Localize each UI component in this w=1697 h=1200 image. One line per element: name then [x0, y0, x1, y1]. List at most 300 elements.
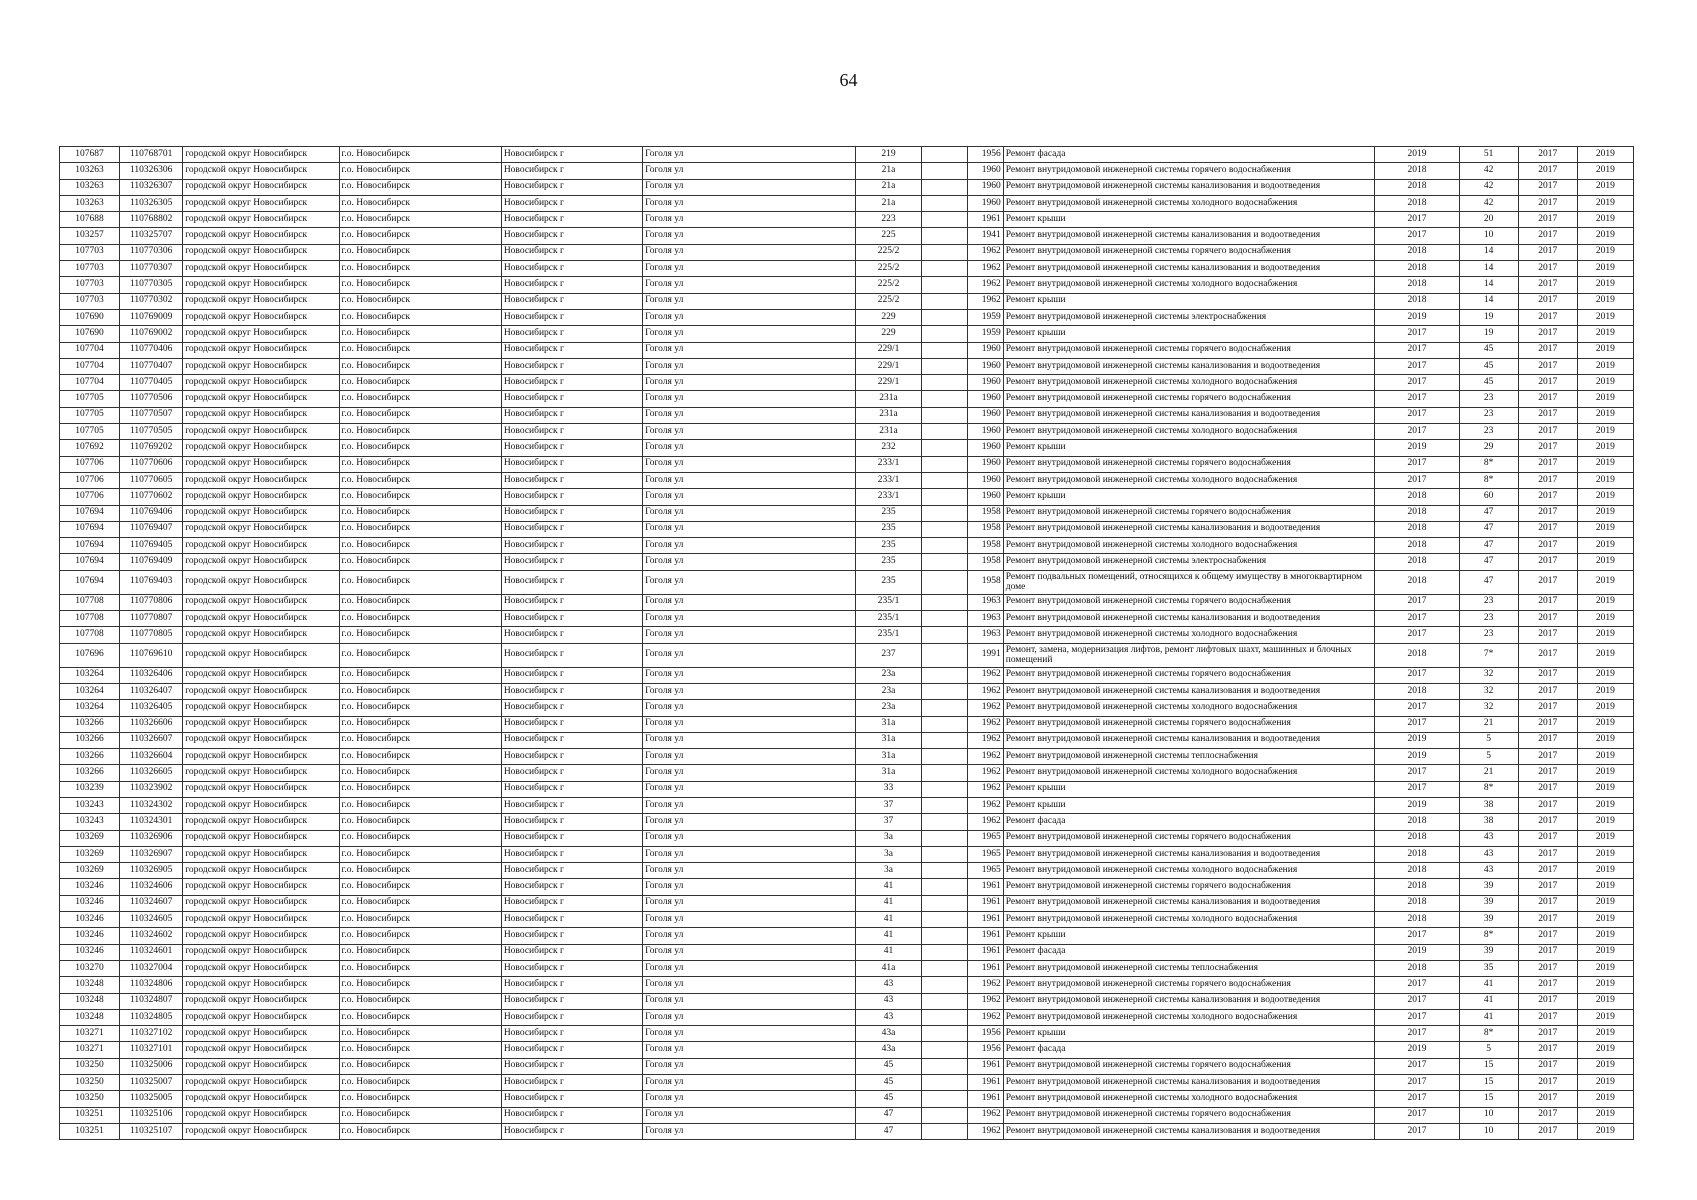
table-cell: 39 — [1459, 944, 1518, 960]
table-cell: городской округ Новосибирск — [183, 342, 339, 358]
table-cell: 2017 — [1375, 627, 1459, 643]
table-cell: 2019 — [1577, 879, 1633, 895]
table-cell: 110326606 — [120, 716, 183, 732]
table-cell: Гоголя ул — [643, 797, 856, 813]
table-cell: городской округ Новосибирск — [183, 1026, 339, 1042]
table-cell: 45 — [856, 1091, 921, 1107]
table-cell: Гоголя ул — [643, 1091, 856, 1107]
table-cell: городской округ Новосибирск — [183, 700, 339, 716]
table-cell — [921, 594, 967, 610]
table-cell: 43 — [1459, 863, 1518, 879]
table-cell: 10 — [1459, 1123, 1518, 1139]
table-cell: 110769610 — [120, 643, 183, 667]
table-cell: 42 — [1459, 179, 1518, 195]
table-cell: 2019 — [1577, 228, 1633, 244]
table-cell: 110326306 — [120, 163, 183, 179]
table-cell: г.о. Новосибирск — [339, 407, 501, 423]
table-cell — [921, 683, 967, 699]
table-cell: г.о. Новосибирск — [339, 594, 501, 610]
table-cell: 2017 — [1518, 1058, 1577, 1074]
table-cell: 1960 — [967, 456, 1003, 472]
table-cell: Гоголя ул — [643, 228, 856, 244]
table-cell: 110770306 — [120, 244, 183, 260]
table-cell: 2017 — [1518, 895, 1577, 911]
table-cell: г.о. Новосибирск — [339, 977, 501, 993]
table-cell: 43 — [856, 993, 921, 1009]
table-cell: Гоголя ул — [643, 611, 856, 627]
table-cell: 107694 — [60, 505, 120, 521]
table-cell: 41 — [856, 895, 921, 911]
table-cell: 2017 — [1375, 407, 1459, 423]
table-cell: 107694 — [60, 538, 120, 554]
table-cell: 107692 — [60, 440, 120, 456]
table-cell: Новосибирск г — [501, 521, 642, 537]
table-cell — [921, 342, 967, 358]
table-cell: 110324602 — [120, 928, 183, 944]
table-cell: 110324806 — [120, 977, 183, 993]
table-cell: 2019 — [1577, 912, 1633, 928]
table-cell: 235/1 — [856, 594, 921, 610]
table-cell: городской округ Новосибирск — [183, 570, 339, 594]
table-cell: 110326307 — [120, 179, 183, 195]
table-cell: 2017 — [1375, 611, 1459, 627]
table-cell: 1961 — [967, 1058, 1003, 1074]
table-cell: 23 — [1459, 627, 1518, 643]
table-cell: Ремонт внутридомовой инженерной системы электроснабжения — [1003, 309, 1375, 325]
table-cell: 2019 — [1577, 977, 1633, 993]
table-cell: 2019 — [1577, 700, 1633, 716]
table-cell: 2017 — [1375, 1058, 1459, 1074]
table-cell: 2017 — [1375, 765, 1459, 781]
table-cell: городской округ Новосибирск — [183, 538, 339, 554]
table-cell: 110770605 — [120, 472, 183, 488]
table-cell — [921, 538, 967, 554]
table-cell: г.о. Новосибирск — [339, 570, 501, 594]
table-cell: 110324605 — [120, 912, 183, 928]
table-cell — [921, 358, 967, 374]
table-cell: 2017 — [1375, 1026, 1459, 1042]
table-row — [60, 309, 1634, 325]
table-row — [60, 456, 1634, 472]
table-row — [60, 977, 1634, 993]
table-row — [60, 440, 1634, 456]
table-cell: 31а — [856, 765, 921, 781]
table-cell: 2018 — [1375, 195, 1459, 211]
table-cell: 103250 — [60, 1075, 120, 1091]
table-cell: 103257 — [60, 228, 120, 244]
table-cell: г.о. Новосибирск — [339, 554, 501, 570]
table-cell: Гоголя ул — [643, 1123, 856, 1139]
table-cell — [921, 863, 967, 879]
table-cell: Новосибирск г — [501, 244, 642, 260]
table-cell: 110326407 — [120, 683, 183, 699]
table-cell: 110770505 — [120, 424, 183, 440]
table-cell: 19 — [1459, 326, 1518, 342]
table-cell: Новосибирск г — [501, 627, 642, 643]
table-cell: 2017 — [1375, 716, 1459, 732]
table-cell: 2017 — [1518, 391, 1577, 407]
table-cell: 110326907 — [120, 846, 183, 862]
table-cell: 2017 — [1518, 1075, 1577, 1091]
table-row — [60, 643, 1634, 667]
table-cell: 2017 — [1518, 1123, 1577, 1139]
table-row — [60, 472, 1634, 488]
table-cell: Гоголя ул — [643, 1058, 856, 1074]
table-cell: 2017 — [1518, 643, 1577, 667]
table-row — [60, 358, 1634, 374]
table-cell: Гоголя ул — [643, 814, 856, 830]
table-cell: 23а — [856, 683, 921, 699]
table-cell: 1991 — [967, 643, 1003, 667]
table-cell: 43а — [856, 1042, 921, 1058]
table-cell: 2019 — [1577, 960, 1633, 976]
table-cell: 2018 — [1375, 538, 1459, 554]
table-row — [60, 797, 1634, 813]
table-cell: 110325007 — [120, 1075, 183, 1091]
table-cell: 2019 — [1577, 1058, 1633, 1074]
table-cell: 5 — [1459, 749, 1518, 765]
table-cell — [921, 700, 967, 716]
table-cell: Гоголя ул — [643, 928, 856, 944]
table-cell: Новосибирск г — [501, 456, 642, 472]
table-cell: 2017 — [1518, 505, 1577, 521]
table-cell: 2017 — [1375, 667, 1459, 683]
table-cell: Гоголя ул — [643, 1026, 856, 1042]
table-cell: г.о. Новосибирск — [339, 1009, 501, 1025]
table-cell: 23а — [856, 700, 921, 716]
table-cell: Ремонт крыши — [1003, 489, 1375, 505]
table-cell: г.о. Новосибирск — [339, 1123, 501, 1139]
table-row — [60, 960, 1634, 976]
table-row — [60, 277, 1634, 293]
table-cell: 1961 — [967, 960, 1003, 976]
table-cell: 2019 — [1577, 521, 1633, 537]
table-cell: Гоголя ул — [643, 163, 856, 179]
table-cell: городской округ Новосибирск — [183, 456, 339, 472]
table-cell: 21а — [856, 163, 921, 179]
table-cell: 2017 — [1518, 261, 1577, 277]
table-cell: г.о. Новосибирск — [339, 700, 501, 716]
table-cell: 2018 — [1375, 293, 1459, 309]
table-cell: 103271 — [60, 1026, 120, 1042]
table-cell: 2017 — [1375, 1009, 1459, 1025]
table-cell: городской округ Новосибирск — [183, 1042, 339, 1058]
table-cell: 2017 — [1518, 1026, 1577, 1042]
table-cell: городской округ Новосибирск — [183, 472, 339, 488]
table-cell: г.о. Новосибирск — [339, 1058, 501, 1074]
table-cell: 2017 — [1518, 960, 1577, 976]
table-cell: 2017 — [1518, 814, 1577, 830]
table-cell: городской округ Новосибирск — [183, 261, 339, 277]
table-cell: Гоголя ул — [643, 732, 856, 748]
table-cell — [921, 326, 967, 342]
table-cell: 2019 — [1577, 261, 1633, 277]
table-cell: Новосибирск г — [501, 505, 642, 521]
table-cell: 19 — [1459, 309, 1518, 325]
table-cell: 2017 — [1518, 472, 1577, 488]
table-cell: 2017 — [1375, 781, 1459, 797]
table-cell: 2019 — [1577, 627, 1633, 643]
table-cell — [921, 375, 967, 391]
table-cell: 21 — [1459, 716, 1518, 732]
table-cell: Новосибирск г — [501, 912, 642, 928]
table-cell: Новосибирск г — [501, 683, 642, 699]
table-cell: г.о. Новосибирск — [339, 440, 501, 456]
table-row — [60, 863, 1634, 879]
table-cell: г.о. Новосибирск — [339, 716, 501, 732]
table-cell: 33 — [856, 781, 921, 797]
table-cell: Ремонт крыши — [1003, 928, 1375, 944]
table-cell: 2017 — [1375, 977, 1459, 993]
table-cell: Ремонт фасада — [1003, 147, 1375, 163]
table-cell: 232 — [856, 440, 921, 456]
table-row — [60, 667, 1634, 683]
table-row — [60, 700, 1634, 716]
table-cell: 23 — [1459, 594, 1518, 610]
table-cell: 38 — [1459, 797, 1518, 813]
table-cell: 107694 — [60, 554, 120, 570]
table-cell: 107696 — [60, 643, 120, 667]
table-cell: 38 — [1459, 814, 1518, 830]
table-row — [60, 1009, 1634, 1025]
table-cell: 110770506 — [120, 391, 183, 407]
table-cell: городской округ Новосибирск — [183, 683, 339, 699]
table-cell: 235/1 — [856, 611, 921, 627]
table-cell: 225/2 — [856, 244, 921, 260]
table-cell: 2019 — [1577, 993, 1633, 1009]
table-cell: 1962 — [967, 765, 1003, 781]
table-cell: городской округ Новосибирск — [183, 627, 339, 643]
table-cell: 2019 — [1577, 277, 1633, 293]
table-row — [60, 179, 1634, 195]
table-cell: 1960 — [967, 179, 1003, 195]
table-cell: 10 — [1459, 1107, 1518, 1123]
table-cell: 2019 — [1577, 814, 1633, 830]
table-cell: 229 — [856, 326, 921, 342]
table-cell: городской округ Новосибирск — [183, 912, 339, 928]
table-cell: 110770602 — [120, 489, 183, 505]
table-cell: Гоголя ул — [643, 716, 856, 732]
table-cell: городской округ Новосибирск — [183, 440, 339, 456]
table-cell: 2019 — [1577, 293, 1633, 309]
table-cell: 223 — [856, 212, 921, 228]
table-cell: городской округ Новосибирск — [183, 895, 339, 911]
table-cell: Гоголя ул — [643, 570, 856, 594]
table-cell: 1961 — [967, 879, 1003, 895]
table-cell: Гоголя ул — [643, 1075, 856, 1091]
table-cell: 110324601 — [120, 944, 183, 960]
table-cell: Новосибирск г — [501, 538, 642, 554]
table-cell: г.о. Новосибирск — [339, 781, 501, 797]
table-cell: Новосибирск г — [501, 228, 642, 244]
table-cell: Гоголя ул — [643, 863, 856, 879]
table-cell: 1961 — [967, 212, 1003, 228]
table-row — [60, 732, 1634, 748]
table-cell: 2017 — [1518, 521, 1577, 537]
table-cell: Ремонт внутридомовой инженерной системы холодного водоснабжения — [1003, 424, 1375, 440]
table-cell: Ремонт внутридомовой инженерной системы горячего водоснабжения — [1003, 830, 1375, 846]
table-cell: 5 — [1459, 732, 1518, 748]
table-cell: г.о. Новосибирск — [339, 472, 501, 488]
table-cell: 2017 — [1375, 1075, 1459, 1091]
table-cell: г.о. Новосибирск — [339, 830, 501, 846]
table-cell: 219 — [856, 147, 921, 163]
table-cell: 107708 — [60, 611, 120, 627]
table-cell: городской округ Новосибирск — [183, 277, 339, 293]
table-cell: Новосибирск г — [501, 179, 642, 195]
table-cell: Ремонт внутридомовой инженерной системы канализования и водоотведения — [1003, 261, 1375, 277]
repair-program-table — [59, 146, 1634, 1140]
table-cell: Ремонт внутридомовой инженерной системы канализования и водоотведения — [1003, 179, 1375, 195]
table-cell: Ремонт внутридомовой инженерной системы холодного водоснабжения — [1003, 1091, 1375, 1107]
table-cell: г.о. Новосибирск — [339, 1075, 501, 1091]
table-cell: 47 — [1459, 554, 1518, 570]
table-cell: 225 — [856, 228, 921, 244]
table-cell: 32 — [1459, 683, 1518, 699]
table-cell — [921, 456, 967, 472]
table-cell: 2017 — [1518, 456, 1577, 472]
table-cell: Ремонт внутридомовой инженерной системы канализования и водоотведения — [1003, 683, 1375, 699]
table-row — [60, 228, 1634, 244]
table-cell: г.о. Новосибирск — [339, 912, 501, 928]
table-cell: 107694 — [60, 570, 120, 594]
table-cell: городской округ Новосибирск — [183, 716, 339, 732]
table-cell: 110326405 — [120, 700, 183, 716]
table-cell: Ремонт крыши — [1003, 781, 1375, 797]
table-row — [60, 993, 1634, 1009]
table-cell: городской округ Новосибирск — [183, 1009, 339, 1025]
table-cell — [921, 667, 967, 683]
table-cell: 110769002 — [120, 326, 183, 342]
table-cell: 1960 — [967, 424, 1003, 440]
table-cell — [921, 765, 967, 781]
table-cell: 235 — [856, 521, 921, 537]
table-cell: 43а — [856, 1026, 921, 1042]
table-cell: 1959 — [967, 309, 1003, 325]
table-cell: Новосибирск г — [501, 570, 642, 594]
table-cell: 2019 — [1577, 472, 1633, 488]
table-cell: городской округ Новосибирск — [183, 814, 339, 830]
table-cell: 2018 — [1375, 879, 1459, 895]
table-cell: 2017 — [1375, 342, 1459, 358]
table-row — [60, 375, 1634, 391]
table-cell: Новосибирск г — [501, 765, 642, 781]
table-cell: 103269 — [60, 863, 120, 879]
table-cell: 1958 — [967, 554, 1003, 570]
table-cell: 107706 — [60, 489, 120, 505]
table-cell: 231а — [856, 424, 921, 440]
table-cell: 110769202 — [120, 440, 183, 456]
table-cell: г.о. Новосибирск — [339, 244, 501, 260]
table-row — [60, 944, 1634, 960]
table-cell: Ремонт внутридомовой инженерной системы горячего водоснабжения — [1003, 1107, 1375, 1123]
table-cell: 2019 — [1577, 797, 1633, 813]
table-cell: 110324607 — [120, 895, 183, 911]
table-cell — [921, 261, 967, 277]
table-cell: 1962 — [967, 244, 1003, 260]
table-cell — [921, 643, 967, 667]
table-cell: 1961 — [967, 895, 1003, 911]
table-cell: 20 — [1459, 212, 1518, 228]
table-cell: 2017 — [1518, 667, 1577, 683]
table-cell: 43 — [1459, 846, 1518, 862]
table-cell: 1961 — [967, 1075, 1003, 1091]
table-cell: 110770302 — [120, 293, 183, 309]
table-cell: 1960 — [967, 375, 1003, 391]
table-cell — [921, 895, 967, 911]
table-cell: 1959 — [967, 326, 1003, 342]
table-cell: городской округ Новосибирск — [183, 147, 339, 163]
table-cell: 15 — [1459, 1091, 1518, 1107]
table-cell: 110769403 — [120, 570, 183, 594]
table-cell: городской округ Новосибирск — [183, 424, 339, 440]
table-cell: 2017 — [1375, 1091, 1459, 1107]
table-cell: Гоголя ул — [643, 456, 856, 472]
table-cell: Новосибирск г — [501, 342, 642, 358]
table-cell: Ремонт внутридомовой инженерной системы канализования и водоотведения — [1003, 895, 1375, 911]
table-cell: Новосибирск г — [501, 846, 642, 862]
table-cell: Ремонт крыши — [1003, 797, 1375, 813]
table-cell: 2017 — [1375, 928, 1459, 944]
table-cell: 103243 — [60, 797, 120, 813]
table-cell — [921, 212, 967, 228]
table-cell: 14 — [1459, 261, 1518, 277]
table-row — [60, 846, 1634, 862]
table-cell: Новосибирск г — [501, 375, 642, 391]
table-cell — [921, 505, 967, 521]
table-cell: 2017 — [1518, 424, 1577, 440]
table-cell — [921, 554, 967, 570]
table-row — [60, 1058, 1634, 1074]
table-cell: г.о. Новосибирск — [339, 814, 501, 830]
table-cell: 110326906 — [120, 830, 183, 846]
table-cell: 2017 — [1518, 700, 1577, 716]
table-cell: Новосибирск г — [501, 424, 642, 440]
table-cell: 2017 — [1375, 424, 1459, 440]
table-cell: городской округ Новосибирск — [183, 505, 339, 521]
table-cell: Новосибирск г — [501, 407, 642, 423]
table-cell: 2017 — [1375, 391, 1459, 407]
table-cell: Новосибирск г — [501, 147, 642, 163]
table-cell: Ремонт внутридомовой инженерной системы холодного водоснабжения — [1003, 765, 1375, 781]
table-cell: 103264 — [60, 683, 120, 699]
table-cell: Ремонт фасада — [1003, 814, 1375, 830]
table-cell: Ремонт внутридомовой инженерной системы горячего водоснабжения — [1003, 163, 1375, 179]
table-cell: Гоголя ул — [643, 667, 856, 683]
table-cell: 2019 — [1577, 1075, 1633, 1091]
table-cell: 23 — [1459, 424, 1518, 440]
table-cell: 21а — [856, 195, 921, 211]
table-cell: Новосибирск г — [501, 440, 642, 456]
table-cell: 2017 — [1375, 456, 1459, 472]
table-cell: 1962 — [967, 977, 1003, 993]
table-cell: 2018 — [1375, 846, 1459, 862]
table-cell: 5 — [1459, 1042, 1518, 1058]
table-cell: 2017 — [1518, 912, 1577, 928]
table-cell: г.о. Новосибирск — [339, 749, 501, 765]
table-cell: 41 — [1459, 1009, 1518, 1025]
table-cell: 2019 — [1577, 716, 1633, 732]
table-cell: Ремонт внутридомовой инженерной системы холодного водоснабжения — [1003, 195, 1375, 211]
table-cell: Ремонт внутридомовой инженерной системы канализования и водоотведения — [1003, 993, 1375, 1009]
table-cell: 110770407 — [120, 358, 183, 374]
table-cell: 2018 — [1375, 643, 1459, 667]
table-cell — [921, 147, 967, 163]
table-cell: Гоголя ул — [643, 326, 856, 342]
table-cell: 23 — [1459, 611, 1518, 627]
table-cell — [921, 960, 967, 976]
table-cell: Гоголя ул — [643, 342, 856, 358]
